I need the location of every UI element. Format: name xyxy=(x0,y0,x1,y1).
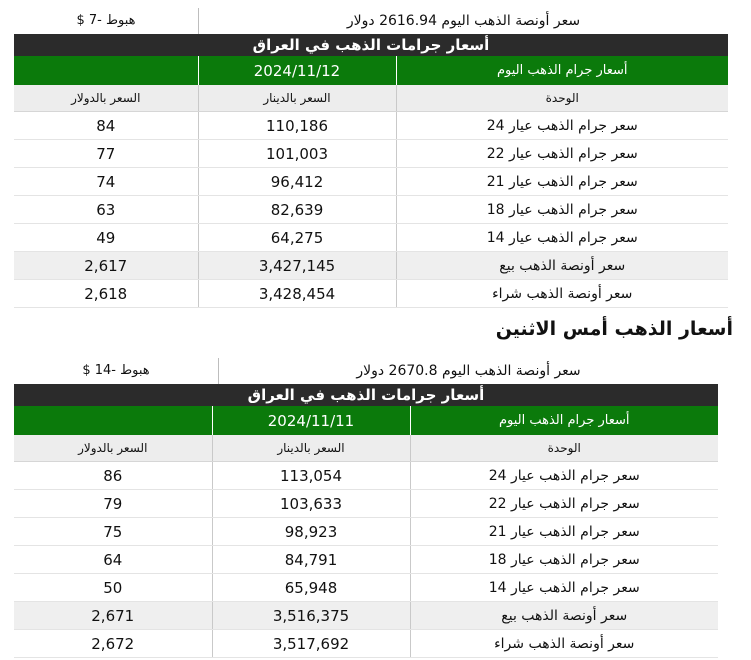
table-row xyxy=(14,280,728,308)
unit-cell: سعر جرام الذهب عيار 18 xyxy=(410,546,718,574)
unit-cell: سعر جرام الذهب عيار 14 xyxy=(410,574,718,602)
today-title: أسعار جرامات الذهب في العراق xyxy=(14,34,728,56)
dollar-cell: 75 xyxy=(14,518,212,546)
dinar-cell: 110,186 xyxy=(198,112,396,140)
yesterday-change: هبوط -14 $ xyxy=(82,363,150,378)
unit-cell: سعر جرام الذهب عيار 21 xyxy=(396,168,728,196)
dinar-cell: 82,639 xyxy=(198,196,396,224)
unit-cell: سعر جرام الذهب عيار 24 xyxy=(396,112,728,140)
table-row xyxy=(14,574,718,602)
table-row xyxy=(14,140,728,168)
yesterday-ounce-summary xyxy=(14,358,718,384)
dinar-cell: 3,427,145 xyxy=(198,252,396,280)
col-unit-header: الوحدة xyxy=(410,435,718,462)
yesterday-ounce-price: سعر أونصة الذهب اليوم 2670.8 دولار xyxy=(218,358,718,384)
table-row xyxy=(14,196,728,224)
table-row xyxy=(14,518,718,546)
table-row xyxy=(14,602,718,630)
unit-cell: سعر جرام الذهب عيار 21 xyxy=(410,518,718,546)
table-row xyxy=(14,630,718,658)
dinar-cell: 101,003 xyxy=(198,140,396,168)
table-row xyxy=(14,112,728,140)
yesterday-price-table xyxy=(14,406,718,658)
today-ounce-price: سعر أونصة الذهب اليوم 2616.94 دولار xyxy=(198,8,728,34)
table-row xyxy=(14,462,718,490)
unit-cell: سعر جرام الذهب عيار 14 xyxy=(396,224,728,252)
table-row xyxy=(14,252,728,280)
unit-cell: سعر جرام الذهب عيار 22 xyxy=(410,490,718,518)
dollar-cell: 84 xyxy=(14,112,198,140)
yesterday-header-label: أسعار جرام الذهب اليوم xyxy=(410,406,718,435)
col-unit-header: الوحدة xyxy=(396,85,728,112)
col-dinar-header: السعر بالدينار xyxy=(212,435,410,462)
dollar-cell: 2,671 xyxy=(14,602,212,630)
dinar-cell: 3,428,454 xyxy=(198,280,396,308)
dollar-cell: 2,618 xyxy=(14,280,198,308)
today-column-headers xyxy=(14,85,728,112)
col-dinar-header: السعر بالدينار xyxy=(198,85,396,112)
dollar-cell: 74 xyxy=(14,168,198,196)
today-ounce-summary xyxy=(14,8,728,34)
today-header-row xyxy=(14,56,728,85)
yesterday-header-row xyxy=(14,406,718,435)
dollar-cell: 63 xyxy=(14,196,198,224)
dollar-cell: 86 xyxy=(14,462,212,490)
unit-cell: سعر أونصة الذهب شراء xyxy=(396,280,728,308)
unit-cell: سعر أونصة الذهب بيع xyxy=(396,252,728,280)
dollar-cell: 64 xyxy=(14,546,212,574)
dinar-cell: 84,791 xyxy=(212,546,410,574)
dollar-cell: 2,617 xyxy=(14,252,198,280)
col-dollar-header: السعر بالدولار xyxy=(14,435,212,462)
table-row xyxy=(14,168,728,196)
dinar-cell: 3,516,375 xyxy=(212,602,410,630)
dinar-cell: 103,633 xyxy=(212,490,410,518)
col-dollar-header: السعر بالدولار xyxy=(14,85,198,112)
yesterday-column-headers xyxy=(14,435,718,462)
dinar-cell: 96,412 xyxy=(198,168,396,196)
unit-cell: سعر جرام الذهب عيار 18 xyxy=(396,196,728,224)
dinar-cell: 113,054 xyxy=(212,462,410,490)
unit-cell: سعر جرام الذهب عيار 22 xyxy=(396,140,728,168)
unit-cell: سعر أونصة الذهب شراء xyxy=(410,630,718,658)
dollar-cell: 50 xyxy=(14,574,212,602)
today-header-label: أسعار جرام الذهب اليوم xyxy=(396,56,728,85)
dinar-cell: 98,923 xyxy=(212,518,410,546)
today-gold-table xyxy=(14,8,728,308)
table-row xyxy=(14,224,728,252)
yesterday-header-empty xyxy=(14,406,212,435)
today-date: 2024/11/12 xyxy=(198,56,396,85)
yesterday-date: 2024/11/11 xyxy=(212,406,410,435)
unit-cell: سعر أونصة الذهب بيع xyxy=(410,602,718,630)
dollar-cell: 77 xyxy=(14,140,198,168)
table-row xyxy=(14,546,718,574)
dinar-cell: 64,275 xyxy=(198,224,396,252)
dinar-cell: 65,948 xyxy=(212,574,410,602)
table-row xyxy=(14,490,718,518)
unit-cell: سعر جرام الذهب عيار 24 xyxy=(410,462,718,490)
yesterday-heading: أسعار الذهب أمس الاثنين xyxy=(495,318,733,340)
dinar-cell: 3,517,692 xyxy=(212,630,410,658)
today-change: هبوط -7 $ xyxy=(76,13,136,28)
dollar-cell: 2,672 xyxy=(14,630,212,658)
today-price-table xyxy=(14,56,728,308)
yesterday-gold-table xyxy=(14,358,718,658)
dollar-cell: 79 xyxy=(14,490,212,518)
yesterday-title: أسعار جرامات الذهب في العراق xyxy=(14,384,718,406)
today-header-empty xyxy=(14,56,198,85)
dollar-cell: 49 xyxy=(14,224,198,252)
